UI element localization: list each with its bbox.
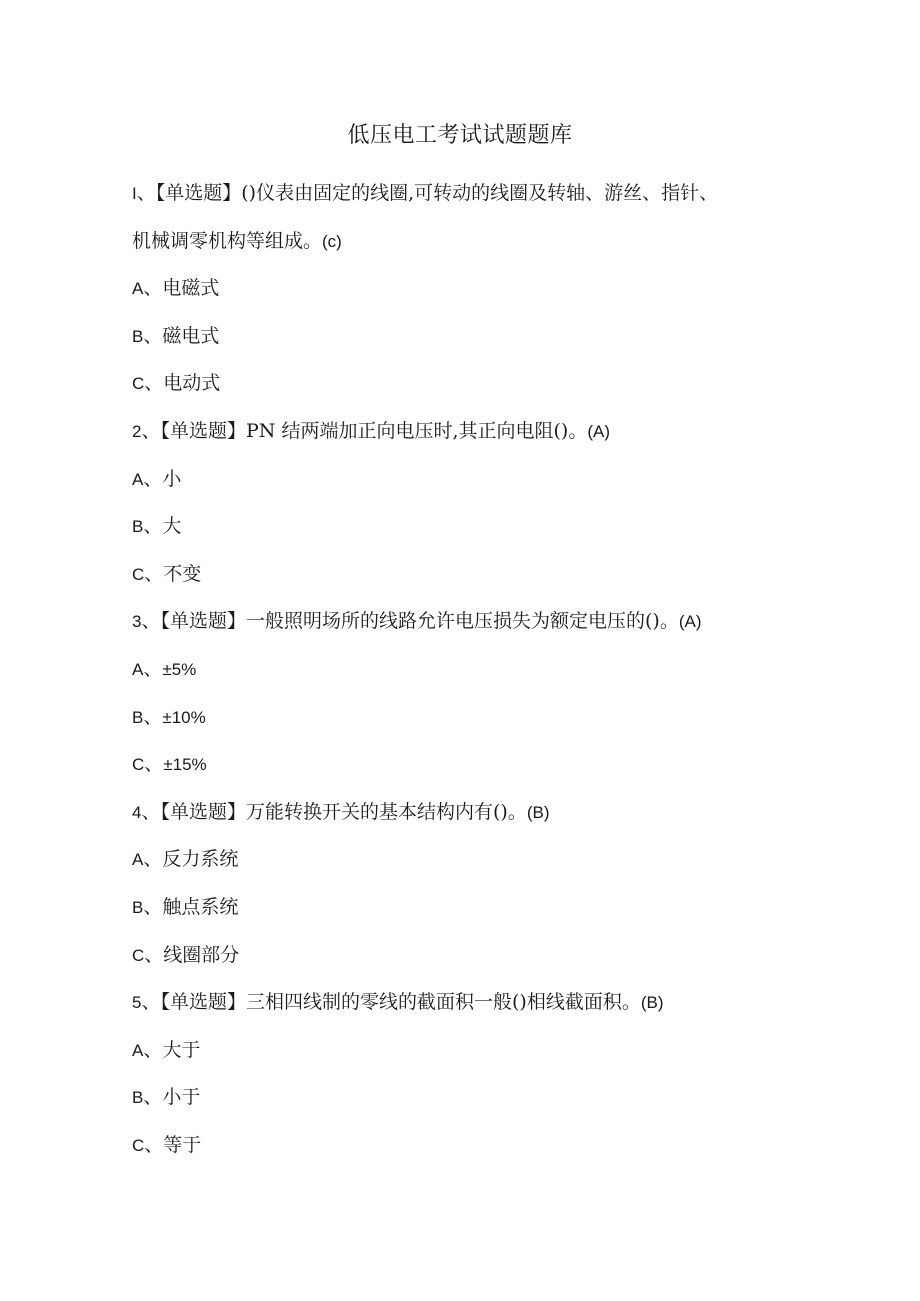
question-1	[132, 170, 792, 408]
option-a	[132, 1027, 792, 1075]
separator: 、	[141, 419, 161, 442]
option-text: 不变	[163, 562, 202, 585]
separator: 、	[143, 1038, 163, 1061]
separator: 、	[143, 324, 163, 347]
question-number: I	[132, 184, 137, 203]
separator: 、	[143, 705, 163, 728]
option-text: 线圈部分	[163, 943, 240, 966]
question-answer: (c)	[322, 231, 342, 251]
separator: 、	[143, 515, 163, 538]
option-c	[132, 932, 792, 980]
option-text: 大	[162, 515, 182, 538]
separator: 、	[136, 182, 156, 204]
option-letter: A	[132, 850, 144, 870]
separator: 、	[141, 800, 161, 823]
question-text: 机械调零机构等组成。	[132, 229, 323, 252]
option-b	[132, 694, 792, 742]
separator: 、	[143, 848, 163, 871]
question-stem-continued	[132, 218, 792, 266]
option-letter: C	[132, 374, 145, 394]
option-a	[132, 836, 792, 884]
option-text: 磁电式	[162, 324, 220, 347]
option-c	[132, 360, 792, 408]
question-3	[132, 598, 792, 788]
option-text: 电动式	[163, 372, 221, 395]
question-number: 2	[132, 421, 142, 441]
separator: 、	[144, 943, 164, 966]
question-2	[132, 408, 792, 598]
option-letter: B	[132, 517, 144, 537]
question-text: PN 结两端加正向电压时,其正向电阻()。	[246, 419, 588, 442]
option-text: 反力系统	[162, 848, 239, 871]
question-answer: (A)	[678, 612, 702, 632]
question-text: 万能转换开关的基本结构内有()。	[246, 800, 527, 823]
option-letter: C	[132, 1135, 145, 1155]
question-type-tag: 【单选题】	[160, 991, 246, 1014]
question-5	[132, 979, 792, 1169]
question-type-tag: 【单选题】	[160, 419, 246, 442]
question-list	[132, 170, 792, 1169]
question-type-tag: 【单选题】	[160, 610, 246, 633]
option-c	[132, 741, 792, 789]
option-letter: B	[132, 707, 144, 727]
option-text: ±10%	[162, 707, 206, 727]
option-letter: C	[132, 755, 145, 775]
option-letter: B	[132, 1088, 144, 1108]
separator: 、	[141, 610, 161, 633]
separator: 、	[143, 1086, 163, 1109]
option-b	[132, 313, 792, 361]
question-type-tag: 【单选题】	[155, 182, 242, 204]
separator: 、	[144, 1133, 164, 1156]
option-b	[132, 1074, 792, 1122]
question-text: 一般照明场所的线路允许电压损失为额定电压的()。	[246, 610, 679, 633]
question-text: 三相四线制的零线的截面积一般()相线截面积。	[246, 991, 641, 1014]
option-text: 等于	[163, 1133, 202, 1156]
option-text: ±5%	[162, 659, 197, 679]
separator: 、	[144, 562, 164, 585]
question-answer: (A)	[587, 421, 610, 441]
option-b	[132, 503, 792, 551]
separator: 、	[143, 895, 163, 918]
option-a	[132, 646, 792, 694]
question-number: 4	[132, 802, 142, 822]
option-letter: C	[132, 564, 145, 584]
option-b	[132, 884, 792, 932]
option-letter: B	[132, 897, 144, 917]
option-letter: B	[132, 326, 144, 346]
option-text: ±15%	[163, 755, 207, 775]
option-text: 触点系统	[162, 895, 239, 918]
separator: 、	[143, 277, 163, 300]
question-text: ()仪表由固定的线圈,可转动的线圈及转轴、游丝、指针、	[241, 182, 719, 204]
separator: 、	[144, 753, 164, 776]
option-letter: A	[132, 279, 144, 299]
question-number: 5	[132, 993, 142, 1013]
document-title: 低压电工考试试题题库	[347, 123, 573, 148]
separator: 、	[141, 991, 161, 1014]
option-c	[132, 1122, 792, 1170]
separator: 、	[143, 657, 163, 680]
question-type-tag: 【单选题】	[160, 800, 246, 823]
question-answer: (B)	[526, 802, 550, 822]
question-4	[132, 789, 792, 979]
separator: 、	[144, 372, 164, 395]
question-stem	[132, 979, 792, 1027]
option-a	[132, 456, 792, 504]
option-letter: C	[132, 945, 145, 965]
option-text: 小于	[162, 1086, 201, 1109]
question-stem	[132, 598, 792, 646]
question-stem	[132, 408, 792, 456]
option-text: 电磁式	[162, 277, 220, 300]
question-stem	[132, 170, 792, 218]
option-text: 大于	[162, 1038, 201, 1061]
option-a	[132, 265, 792, 313]
option-text: 小	[162, 467, 182, 490]
option-letter: A	[132, 1040, 144, 1060]
question-number: 3	[132, 612, 142, 632]
option-c	[132, 551, 792, 599]
option-letter: A	[132, 469, 144, 489]
question-answer: (B)	[640, 993, 664, 1013]
separator: 、	[143, 467, 163, 490]
option-letter: A	[132, 659, 144, 679]
question-stem	[132, 789, 792, 837]
